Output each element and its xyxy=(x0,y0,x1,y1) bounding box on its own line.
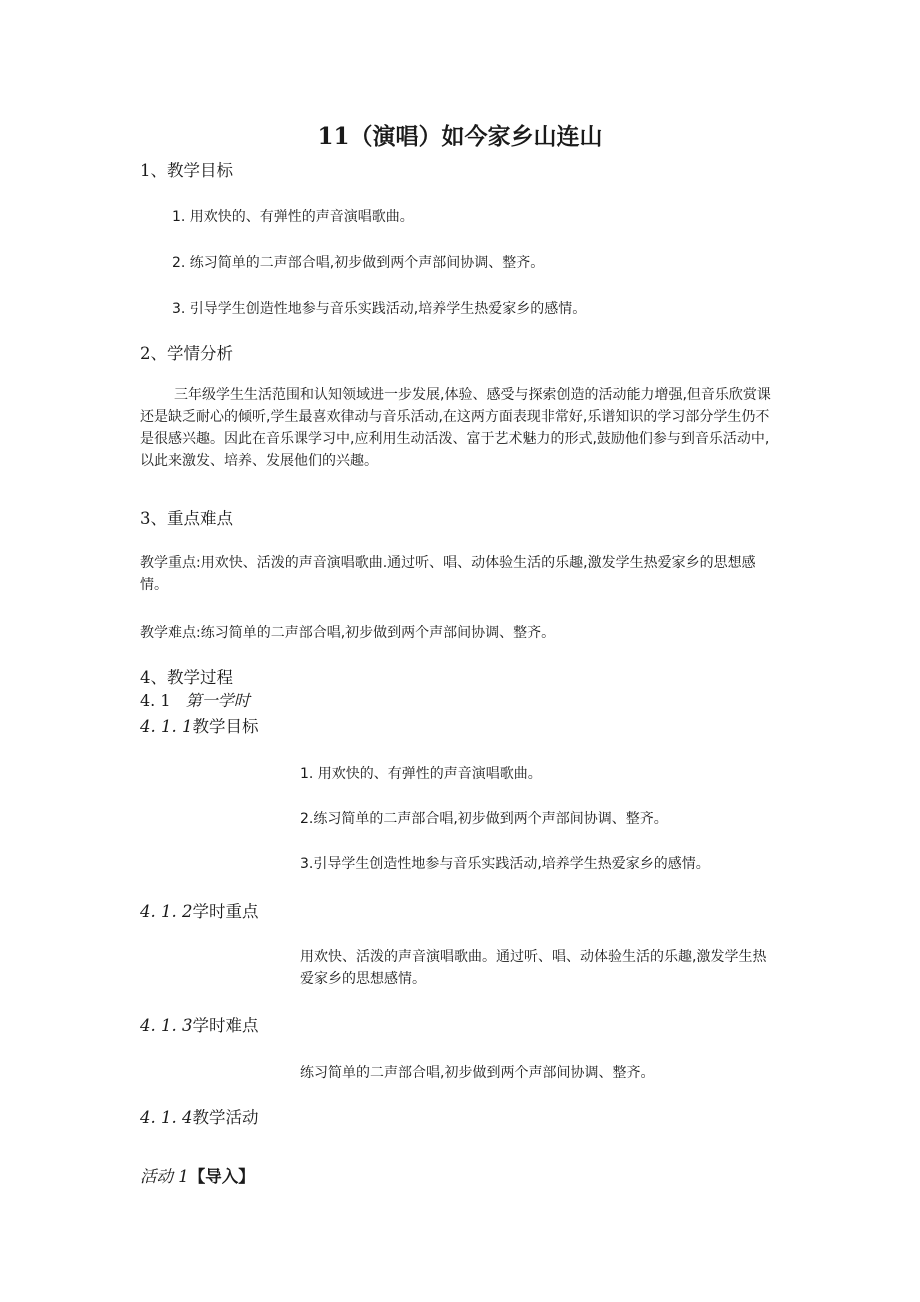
period-difficulty-paragraph: 练习简单的二声部合唱,初步做到两个声部间协调、整齐。 xyxy=(300,1065,655,1081)
period-goal-item-2: 2.练习简单的二声部合唱,初步做到两个声部间协调、整齐。 xyxy=(300,811,668,827)
section-heading-student-analysis: 2、学情分析 xyxy=(140,344,233,363)
section-heading-key-difficulties: 3、重点难点 xyxy=(140,509,233,528)
subsection-4-1-1-number: 4. 1. 1 xyxy=(140,717,193,736)
subsection-4-1-3-label: 学时难点 xyxy=(192,1016,259,1035)
subsection-4-1-label: 第一学时 xyxy=(185,691,250,710)
subsection-4-1-2-number: 4. 1. 2 xyxy=(140,902,193,921)
subsection-4-1 xyxy=(140,693,250,709)
activity-1-number: 活动 1 xyxy=(140,1167,189,1186)
subsection-4-1-1-label: 教学目标 xyxy=(192,717,259,736)
student-analysis-paragraph: 三年级学生生活范围和认知领域进一步发展,体验、感受与探索创造的活动能力增强,但音乐欣赏课还是缺乏耐心的倾听,学生最喜欢律动与音乐活动,在这两方面表现非常好,乐谱知识的学习部分学生仍不是很感兴趣。因此在音乐课学习中,应利用生动活泼、富于艺术魅力的形式,鼓励他们参与到音乐活动中,以此来激发、培养、发展他们的兴趣。 xyxy=(140,387,771,469)
subsection-4-1-3-number: 4. 1. 3 xyxy=(140,1016,193,1035)
period-key-paragraph: 用欢快、活泼的声音演唱歌曲。通过听、唱、动体验生活的乐趣,激发学生热爱家乡的思想感情。 xyxy=(300,949,767,987)
period-goal-item-3: 3.引导学生创造性地参与音乐实践活动,培养学生热爱家乡的感情。 xyxy=(300,856,710,872)
subsection-4-1-2 xyxy=(140,904,258,921)
goal-item-3: 3. 引导学生创造性地参与音乐实践活动,培养学生热爱家乡的感情。 xyxy=(172,301,587,317)
activity-1-heading xyxy=(140,1169,255,1186)
goal-item-1: 1. 用欢快的、有弹性的声音演唱歌曲。 xyxy=(172,209,414,225)
section-heading-teaching-process: 4、教学过程 xyxy=(140,668,233,687)
subsection-4-1-4-number: 4. 1. 4 xyxy=(140,1108,193,1127)
document-title: 11（演唱）如今家乡山连山 xyxy=(317,123,603,150)
subsection-4-1-2-label: 学时重点 xyxy=(192,902,259,921)
period-goal-item-1: 1. 用欢快的、有弹性的声音演唱歌曲。 xyxy=(300,766,542,782)
subsection-4-1-3 xyxy=(140,1018,258,1035)
subsection-4-1-number: 4. 1 xyxy=(140,691,171,710)
section-heading-teaching-goals: 1、教学目标 xyxy=(140,161,233,180)
activity-1-label: 【导入】 xyxy=(188,1167,255,1186)
subsection-4-1-1 xyxy=(140,719,258,736)
goal-item-2: 2. 练习简单的二声部合唱,初步做到两个声部间协调、整齐。 xyxy=(172,255,545,271)
difficulty-paragraph: 教学难点:练习简单的二声部合唱,初步做到两个声部间协调、整齐。 xyxy=(140,625,556,641)
subsection-4-1-4-label: 教学活动 xyxy=(192,1108,259,1127)
subsection-4-1-4 xyxy=(140,1110,258,1127)
key-point-paragraph: 教学重点:用欢快、活泼的声音演唱歌曲.通过听、唱、动体验生活的乐趣,激发学生热爱家乡的思想感情。 xyxy=(140,555,756,593)
